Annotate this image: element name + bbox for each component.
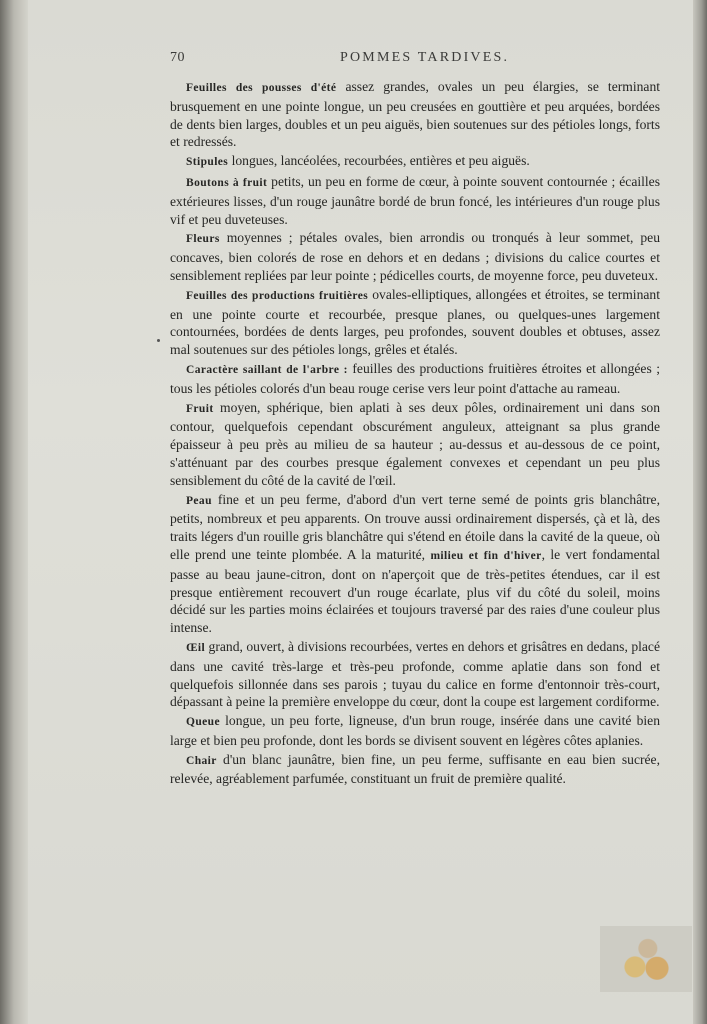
paragraph-text: moyennes ; pétales ovales, bien arrondis ou tronqués à leur sommet, peu concaves, bien colorés de rose en dehors et en dedans ; divisions du calice courtes et sensiblement repliées par leur pointe ; pédicelles courts, de moyenne force, peu duveteux. xyxy=(170,230,660,283)
paragraph-oeil xyxy=(170,638,660,711)
paragraph-stipules xyxy=(170,152,660,172)
paragraph-lead: Fleurs xyxy=(186,233,220,246)
paragraph-peau xyxy=(170,491,660,637)
paragraph-text: fine et un peu ferme, d'abord d'un vert terne semé de points gris blanchâtre, petits, nombreux et peu apparents. On trouve aussi ordinairement dispersés, çà et là, des traits légers d'un rouille gris blanchâtre qui s'étend en étoile dans la cavité de la queue, où elle prend une teinte plombée. A la maturité, xyxy=(170,491,660,562)
paragraph-lead: Boutons à fruit xyxy=(186,176,268,189)
paragraph-feuilles-pousses xyxy=(170,78,660,151)
paragraph-fruit xyxy=(170,399,660,490)
paragraph-boutons xyxy=(170,173,660,228)
page-number: 70 xyxy=(170,50,185,65)
paragraph-text: assez grandes, ovales un peu élargies, se terminant brusquement en une pointe longue, un peu creusées en gouttière et peu arquées, bordées de dents bien larges, doubles et un peu aiguës, bien soutenues sur des pétioles longs, forts et redressés. xyxy=(170,79,661,150)
paragraph-lead: Feuilles des productions fruitières xyxy=(186,289,369,302)
paragraph-text: petits, un peu en forme de cœur, à pointe souvent contournée ; écailles extérieures lisses, d'un rouge jaunâtre bordé de brun foncé, les intérieures d'un rouge plus vif et peu duveteuses. xyxy=(170,173,661,227)
running-title: POMMES TARDIVES. xyxy=(340,50,510,65)
paragraph-queue xyxy=(170,712,660,750)
paragraph-lead: Œil xyxy=(186,641,206,654)
paragraph-fleurs xyxy=(170,229,660,284)
paragraph-lead: Fruit xyxy=(186,402,214,415)
paragraph-text-continued: , le vert fondamental passe au beau jaune-citron, dont on n'aperçoit que de très-petites étendues, car il est presque entièrement recouvert d'un rouge écarlate, plus vif du côté du soleil, moins décidé sur les parties moins éclairées et toujours traversé par des raies d'une couleur plus intense. xyxy=(170,546,660,636)
paragraph-feuilles-productions xyxy=(170,286,660,359)
ink-speck xyxy=(157,339,160,342)
fruit-logo-stamp xyxy=(600,926,692,992)
body-text xyxy=(170,78,660,789)
page-header xyxy=(170,50,647,74)
paragraph-lead: Feuilles des pousses d'été xyxy=(186,82,337,94)
paragraph-text: moyen, sphérique, bien aplati à ses deux pôles, ordinairement uni dans son contour, quelquefois cependant obscurément anguleux, atteignant sa plus grande épaisseur à peu près au milieu de sa hauteur ; au-dessus et au-dessous de ce point, s'atténuant par des courbes presque également convexes et cependant un peu plus sensiblement du côté de la cavité de l'œil. xyxy=(170,399,660,488)
paragraph-lead: Stipules xyxy=(186,156,229,169)
paragraph-chair xyxy=(170,751,660,789)
paragraph-text: longue, un peu forte, ligneuse, d'un brun rouge, insérée dans une cavité bien large et bien peu profonde, dont les bords se divisent souvent en légères côtes aplanies. xyxy=(170,713,660,748)
paragraph-text: ovales-elliptiques, allongées et étroites, se terminant en une pointe courte et recourbée, presque planes, ou quelques-unes largement contournées, bordées de dents larges, peu profondes, souvent doubles et obtuses, assez mal soutenues sur des pétioles longs, grêles et étalés. xyxy=(170,286,660,358)
paragraph-lead: Caractère saillant de l'arbre : xyxy=(186,363,348,376)
paragraph-lead: Peau xyxy=(186,494,212,507)
paragraph-text: longues, lancéolées, recourbées, entières et peu aiguës. xyxy=(228,153,530,169)
paragraph-text: d'un blanc jaunâtre, bien fine, un peu ferme, suffisante en eau bien sucrée, relevée, agréablement parfumée, constituant un fruit de première qualité. xyxy=(170,751,660,787)
paragraph-lead: Queue xyxy=(186,716,220,729)
paragraph-caractere xyxy=(170,360,660,398)
paragraph-lead: Chair xyxy=(186,754,217,767)
page-edge xyxy=(693,0,707,1024)
paragraph-text: grand, ouvert, à divisions recourbées, vertes en dehors et grisâtres en dedans, placé dans une cavité très-large et très-peu profonde, comme aplatie dans son fond et quelquefois sillonnée dans ses parois ; tuyau du calice en forme d'entonnoir très-court, dépassant à peine la première enveloppe du cœur, dont la coupe est largement cordiforme. xyxy=(170,638,660,710)
paragraph-inline-lead: milieu et fin d'hiver xyxy=(430,549,542,562)
paragraph-text: feuilles des productions fruitières étroites et allongées ; tous les pétioles colorés d'un beau rouge cerise vers leur point d'attache au rameau. xyxy=(170,360,660,396)
